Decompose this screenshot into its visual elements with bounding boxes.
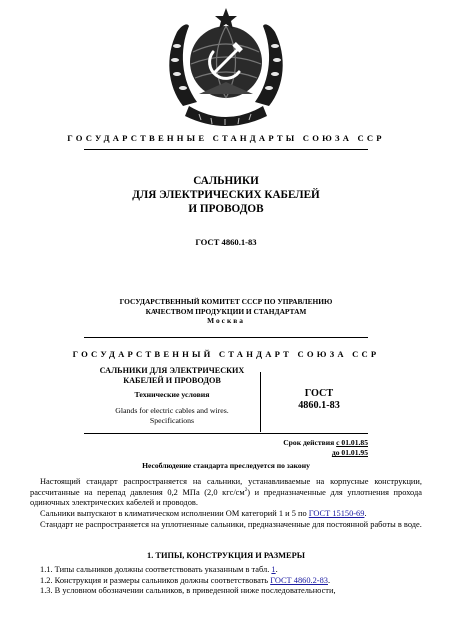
standard-name-line: САЛЬНИКИ ДЛЯ ЭЛЕКТРИЧЕСКИХ — [99, 366, 245, 375]
paragraph: Сальники выпускают в климатическом исполнении ОМ категорий 1 и 5 по ГОСТ 15150-69. — [40, 509, 367, 519]
section-text — [30, 565, 422, 597]
gost-designation — [270, 388, 368, 412]
paragraph: Настоящий стандарт распространяется на сальники, устанавливаемые на корпусные конструкции, рассчитанные на перепад давления 0,2 МПа (2,0 кгс/$см^2$) и предназначенные для уплотнения прохода одиночных электрических кабелей и проводов. — [30, 477, 422, 508]
standard-subtitle: Технические условия — [134, 390, 210, 399]
section-title: 1. ТИПЫ, КОНСТРУКЦИЯ И РАЗМЕРЫ — [147, 551, 305, 560]
intro-text — [30, 477, 422, 531]
validity-to: до 01.01.95 — [331, 448, 368, 457]
paragraph: 1.2. Конструкция и размеры сальников должны соответствовать ГОСТ 4860.2-83. — [40, 575, 331, 585]
standard-name-block — [84, 366, 368, 432]
paragraph: Стандарт не распространяется на уплотненные сальники, предназначенные для постоянной работы в воде. — [40, 519, 422, 529]
paragraph: 1.3. В условном обозначении сальников, в приведенной ниже последовательности, — [40, 586, 336, 596]
table-1-link[interactable]: 1 — [271, 565, 276, 574]
document-title — [0, 174, 452, 216]
gost-code: ГОСТ 4860.1-83 — [195, 237, 257, 247]
title-line: И ПРОВОДОВ — [188, 203, 264, 215]
gost-15150-link[interactable]: ГОСТ 15150-69 — [308, 509, 365, 519]
committee-line: КАЧЕСТВОМ ПРОДУКЦИИ И СТАНДАРТАМ — [145, 306, 307, 316]
standard-name — [84, 366, 260, 425]
validity-prefix: Срок действия — [283, 438, 337, 447]
ussr-state-emblem-icon — [163, 6, 289, 128]
standard-name-line: КАБЕЛЕЙ И ПРОВОДОВ — [123, 376, 221, 385]
validity-from: с 01.01.85 — [336, 438, 368, 447]
vertical-divider — [260, 372, 261, 432]
gost-label: ГОСТ — [304, 388, 334, 399]
divider — [84, 337, 368, 338]
divider — [84, 149, 368, 150]
standard-header: ГОСУДАРСТВЕННЫЙ СТАНДАРТ СОЮЗА ССР — [72, 349, 380, 359]
english-title-line: Glands for electric cables and wires. — [115, 406, 229, 415]
validity-period — [260, 438, 368, 458]
english-title — [84, 406, 260, 425]
series-title: ГОСУДАРСТВЕННЫЕ СТАНДАРТЫ СОЮЗА ССР — [67, 133, 385, 143]
title-line: САЛЬНИКИ — [193, 175, 259, 187]
legal-warning: Несоблюдение стандарта преследуется по закону — [142, 461, 310, 470]
divider — [84, 433, 368, 434]
gost-4860-2-link[interactable]: ГОСТ 4860.2-83 — [270, 575, 328, 585]
title-line: ДЛЯ ЭЛЕКТРИЧЕСКИХ КАБЕЛЕЙ — [132, 189, 320, 201]
city: Москва — [207, 316, 245, 326]
committee-line: ГОСУДАРСТВЕННЫЙ КОМИТЕТ СССР ПО УПРАВЛЕНИЮ — [119, 297, 333, 306]
english-title-line: Specifications — [149, 415, 195, 425]
committee-block — [0, 297, 452, 326]
paragraph: 1.1. Типы сальников должны соответствовать указанным в табл. 1. — [40, 565, 278, 574]
gost-number: 4860.1-83 — [298, 400, 340, 411]
